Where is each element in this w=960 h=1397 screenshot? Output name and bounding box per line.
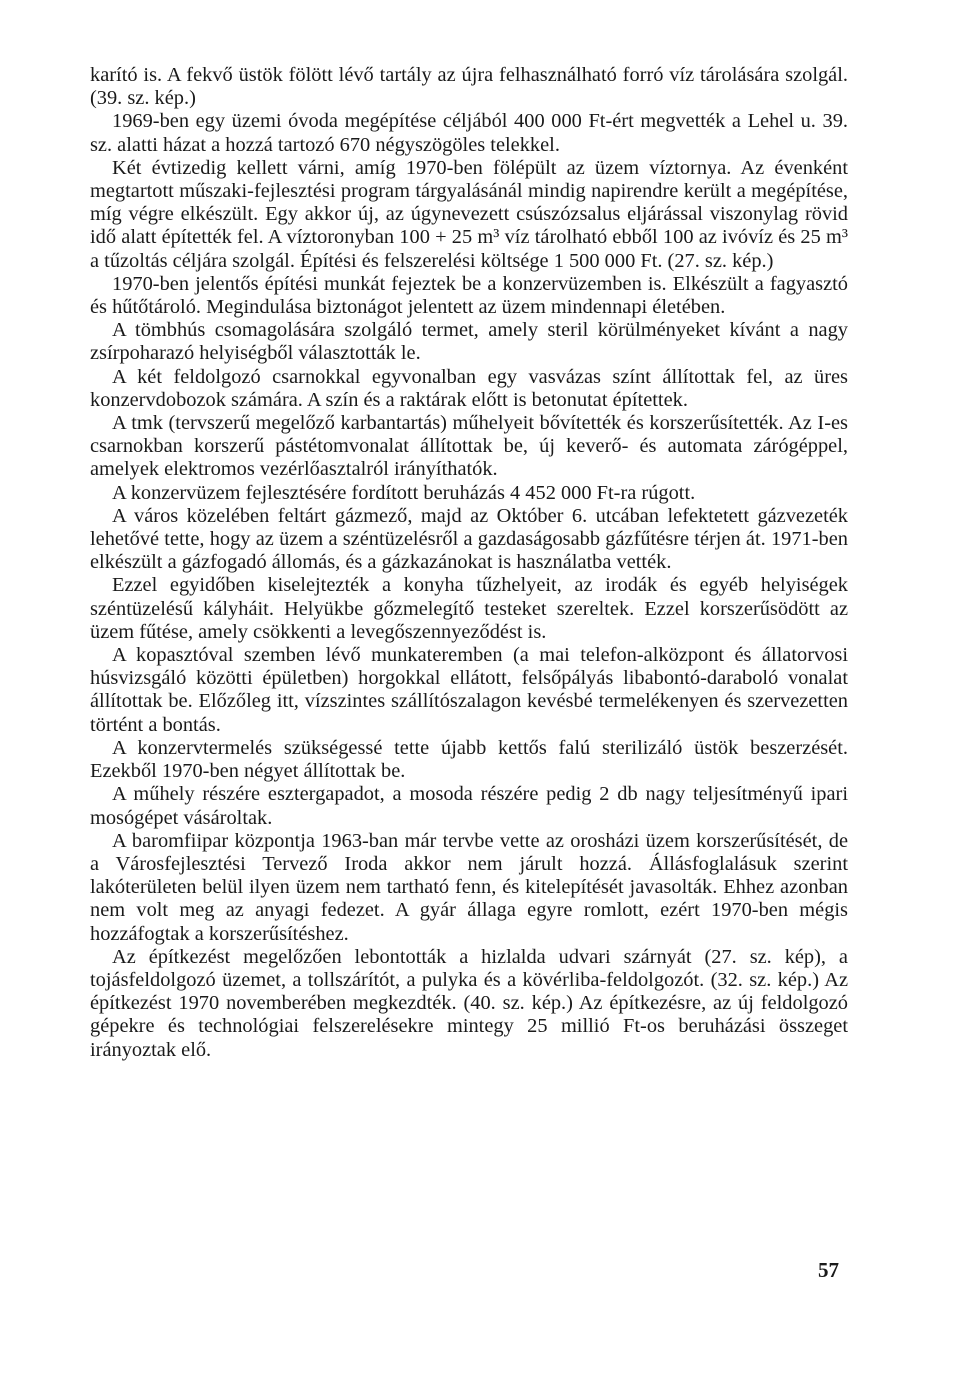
paragraph: A baromfiipar központja 1963-ban már tervbe vette az orosházi üzem korszerűsítését, de a Városfejlesztési Tervező Iroda akkor nem járult hozzá. Állásfoglalásuk szerint lakóterületen belül ilyen üzem nem tartható fenn, és kitelepítését javasolták. Ehhez azonban nem volt meg az anyagi fedezet. A gyár állaga egyre romlott, ezért 1970-ben mégis hozzáfogtak a korszerűsítéshez.: [90, 829, 848, 945]
paragraph: A műhely részére esztergapadot, a mosoda részére pedig 2 db nagy teljesítményű ipari mosógépet vásároltak.: [90, 783, 848, 829]
paragraph: A konzervtermelés szükségessé tette újabb kettős falú sterilizáló üstök beszerzését. Ezekből 1970-ben négyet állítottak be.: [90, 736, 848, 783]
paragraph: Ezzel egyidőben kiselejtezték a konyha tűzhelyeit, az irodák és egyéb helyiségek széntüzelésű kályháit. Helyükbe gőzmelegítő testeket szereltek. Ezzel korszerűsödött az üzem fűtése, amely csökkenti a levegőszennyeződést is.: [90, 574, 848, 643]
paragraph: A tmk (tervszerű megelőző karbantartás) műhelyeit bővítették és korszerűsítették. Az I-es csarnokban korszerű pástétomvonalat állítottak be, új keverő- és automata zárógéppel, amelyek elektromos vezérlőasztalról irányíthatók.: [90, 412, 848, 481]
paragraph: Két évtizedig kellett várni, amíg 1970-ben fölépült az üzem víztornya. Az évenként megtartott műszaki-fejlesztési program tárgyalásánál mindig napirendre került a megépítése, míg végre elkészült. Egy akkor új, az úgynevezett csúszózsalus eljárással viszonylag rövid idő alatt építették fel. A víztoronyban 100 + 25 m³ víz tárolható ebből 100 az ivóvíz és 25 m³ a tűzoltás céljára szolgál. Építési és felszerelési költsége 1 500 000 Ft. (27. sz. kép.): [90, 156, 848, 272]
body-text: [90, 64, 848, 1062]
paragraph: A város közelében feltárt gázmező, majd az Október 6. utcában lefektetett gázvezeték lehetővé tette, hogy az üzem a széntüzelésről a gazdaságosabb gázfűtésre térjen át. 1971-ben elkészült a gázfogadó állomás, és a gázkazánokat is használatba vették.: [90, 504, 848, 574]
paragraph: A tömbhús csomagolására szolgáló termet, amely steril körülményeket kívánt a nagy zsírpoharazó helyiségből választották le.: [90, 319, 848, 365]
paragraph: A konzervüzem fejlesztésére fordított beruházás 4 452 000 Ft-ra rúgott.: [112, 481, 696, 504]
paragraph: Az építkezést megelőzően lebontották a hizlalda udvari szárnyát (27. sz. kép), a tojásfeldolgozó üzemet, a tollszárítót, a pulyka és a kövérliba-feldolgozót. (32. sz. kép.) Az építkezést 1970 novemberében megkezdték. (40. sz. kép.) Az építkezésre, az új feldolgozó gépekre és technológiai felszerelésekre mintegy 25 millió Ft-os beruházási összeget irányoztak elő.: [90, 945, 848, 1061]
paragraph: A két feldolgozó csarnokkal egyvonalban egy vasvázas színt állítottak fel, az üres konzervdobozok számára. A szín és a raktárak előtt is betonutat építettek.: [90, 365, 848, 411]
page-number: 57: [818, 1258, 839, 1282]
paragraph: karító is. A fekvő üstök fölött lévő tartály az újra felhasználható forró víz tárolására szolgál. (39. sz. kép.): [90, 64, 848, 110]
paragraph: A kopasztóval szemben lévő munkateremben (a mai telefon-alközpont és állatorvosi húsvizsgáló közötti épületben) horgokkal ellátott, felsőpályás libabontó-daraboló vonalat állítottak be. Előzőleg itt, vízszintes szállítószalagon kevésbé termelékenyen és szervezetten történt a bontás.: [90, 644, 848, 736]
paragraph: 1970-ben jelentős építési munkát fejeztek be a konzervüzemben is. Elkészült a fagyasztó és hűtőtároló. Megindulása biztonágot jelentett az üzem mindennapi életében.: [90, 272, 848, 319]
paragraph: 1969-ben egy üzemi óvoda megépítése céljából 400 000 Ft-ért megvették a Lehel u. 39. sz. alatti házat a hozzá tartozó 670 négyszögöles telekkel.: [90, 110, 848, 156]
